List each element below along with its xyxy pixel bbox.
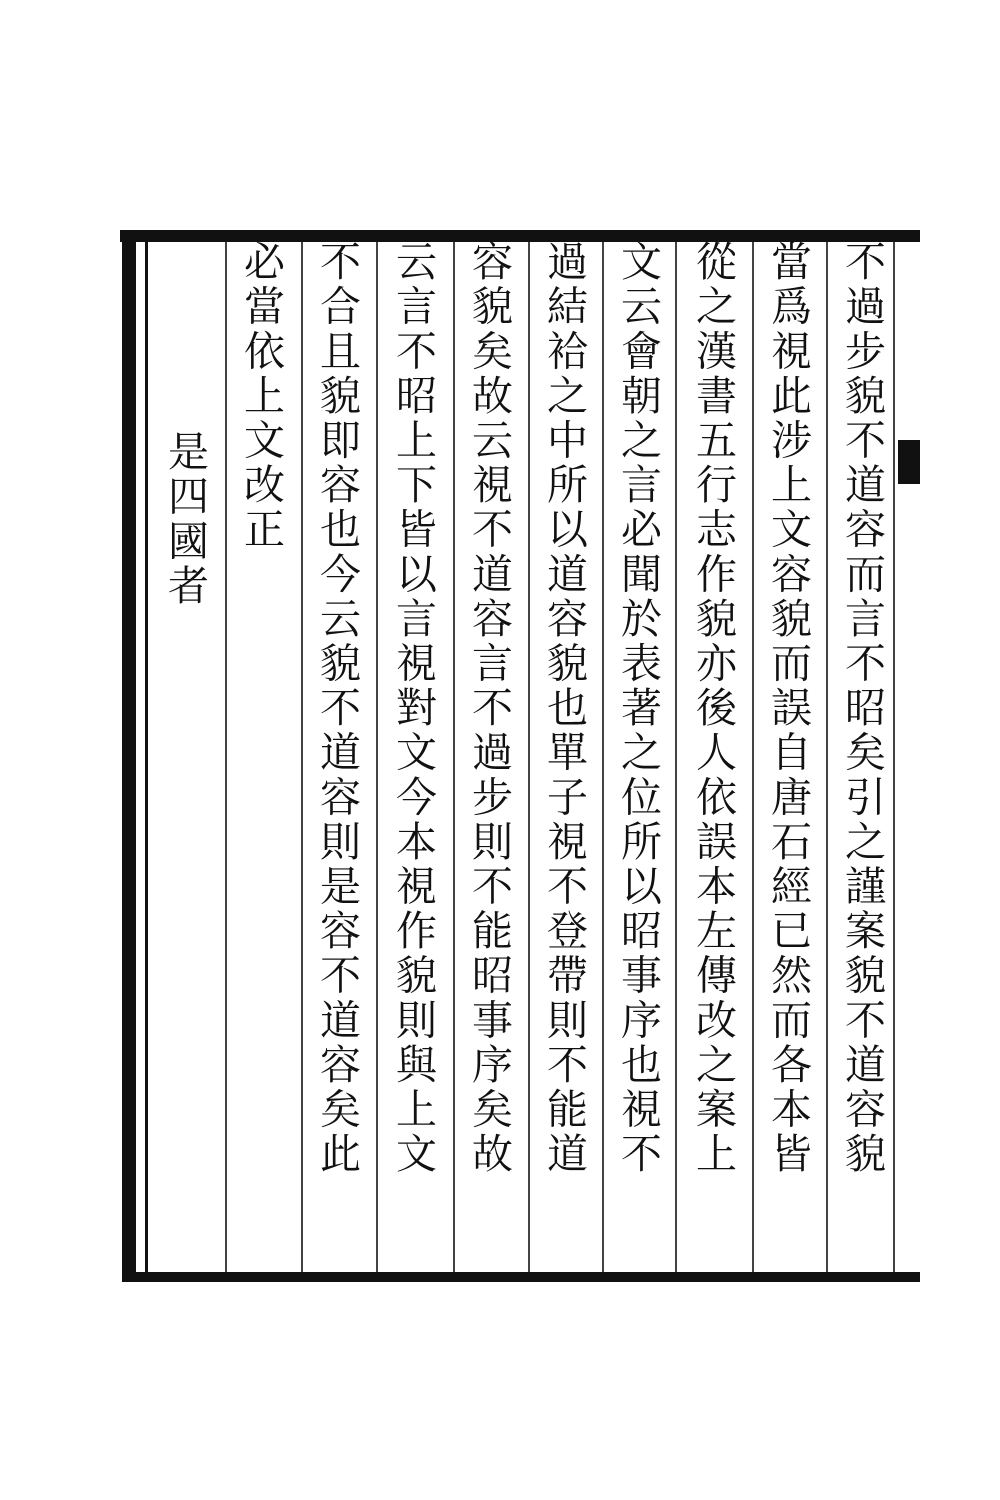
- column-rule: [301, 242, 303, 1272]
- column-rule: [752, 242, 754, 1272]
- text-column-3: 從之漢書五行志作貌亦後人依誤本左傳改之案上: [689, 240, 737, 1177]
- text-column-6: 容貌矣故云視不道容言不過步則不能昭事序矣故: [465, 240, 513, 1177]
- text-column-1: 不過步貌不道容而言不昭矣引之謹案貌不道容貌: [838, 240, 886, 1177]
- text-column-2: 當爲視此涉上文容貌而誤自唐石經已然而各本皆: [764, 240, 812, 1177]
- column-rule: [528, 242, 530, 1272]
- frame-left-inner-line: [145, 242, 148, 1272]
- text-column-8: 不合且貌即容也今云貌不道容則是容不道容矣此: [313, 240, 361, 1177]
- frame-bottom-border: [130, 1272, 920, 1282]
- column-rule: [893, 242, 895, 1272]
- column-rule: [376, 242, 378, 1272]
- section-heading: 是四國者: [161, 430, 209, 609]
- text-column-7: 云言不昭上下皆以言視對文今本視作貌則與上文: [389, 240, 437, 1177]
- column-rule: [225, 242, 227, 1272]
- text-column-4: 文云會朝之言必聞於表著之位所以昭事序也視不: [614, 240, 662, 1177]
- fishtail-mark: [898, 440, 920, 484]
- column-rule: [675, 242, 677, 1272]
- text-column-5: 過結袷之中所以道容貌也單子視不登帶則不能道: [540, 240, 588, 1177]
- column-rule: [602, 242, 604, 1272]
- frame-left-border: [122, 230, 136, 1282]
- column-rule: [453, 242, 455, 1272]
- column-rule: [826, 242, 828, 1272]
- text-column-9: 必當依上文改正: [237, 240, 285, 553]
